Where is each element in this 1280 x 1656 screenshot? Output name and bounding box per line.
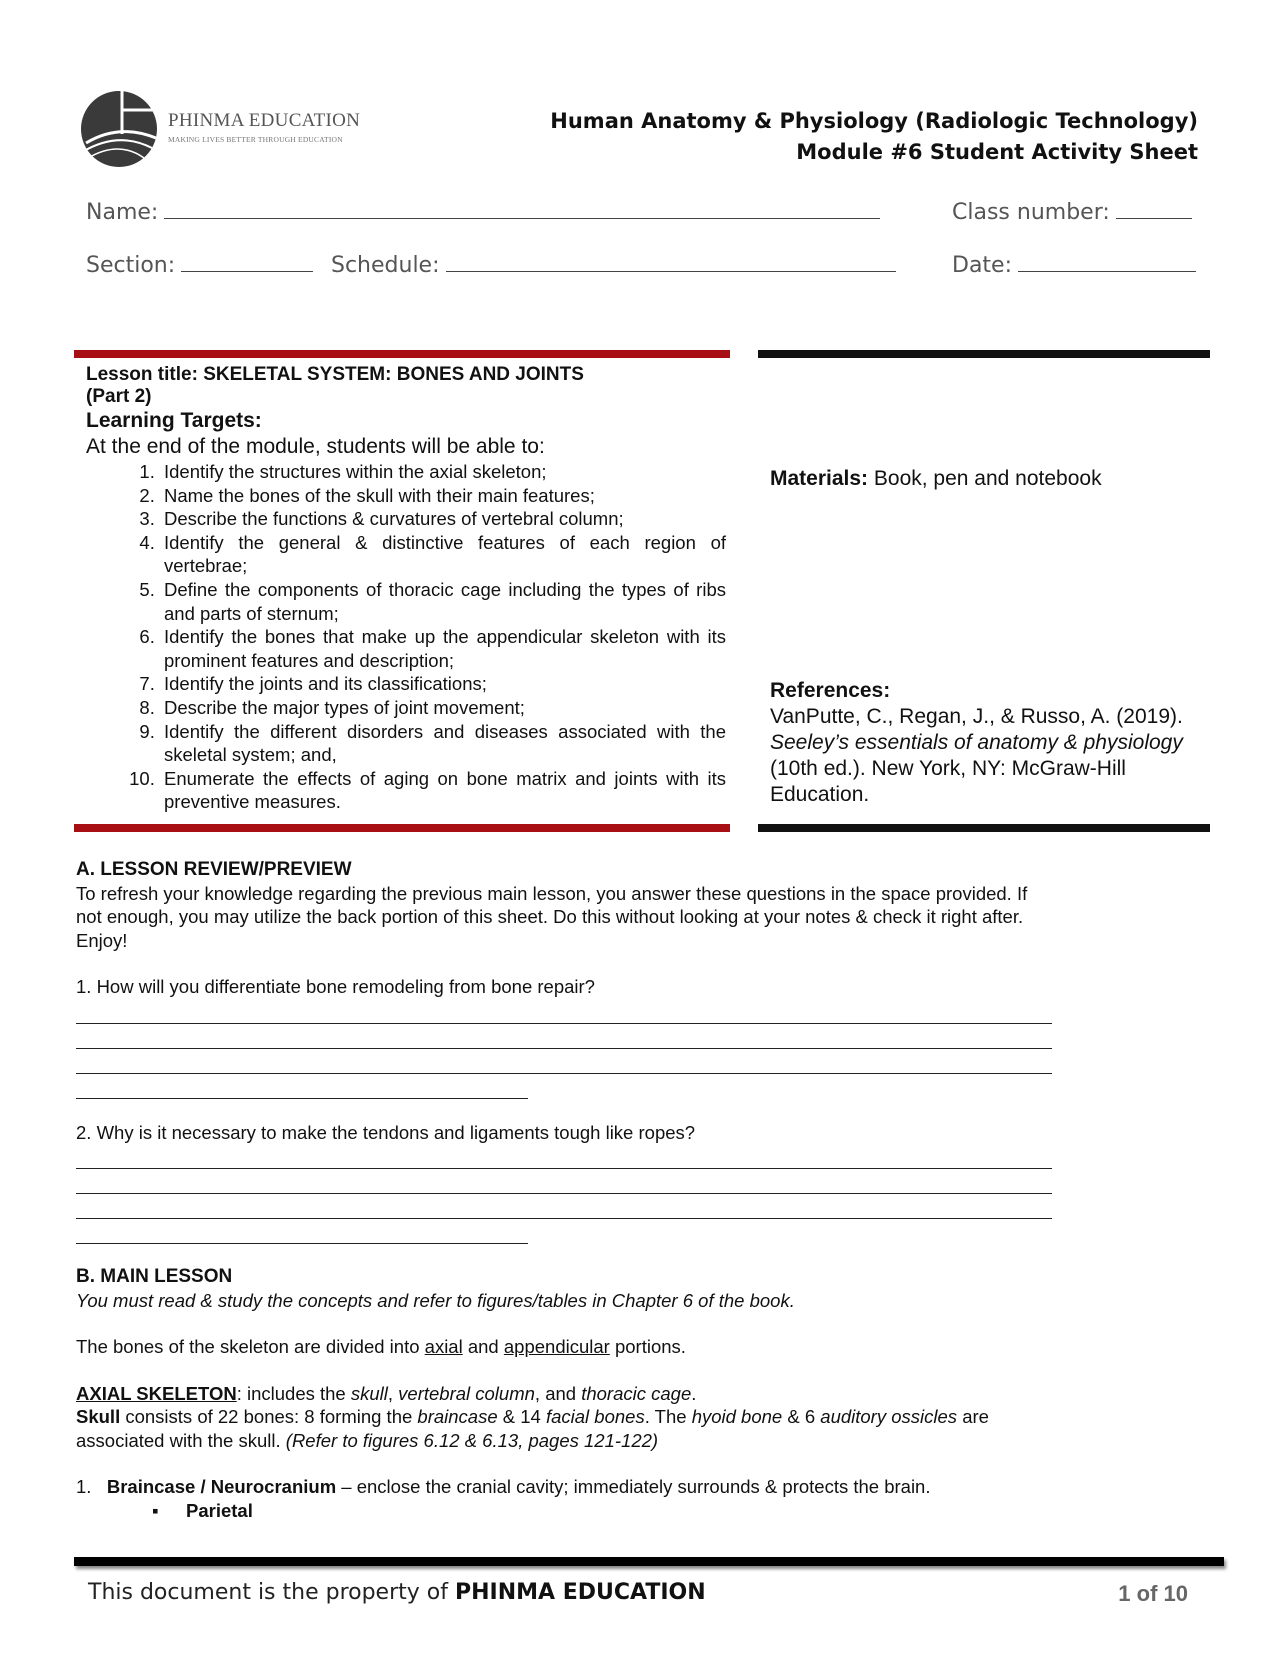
materials-value: Book, pen and notebook [873,467,1102,490]
text-span: & 6 [787,1406,816,1427]
materials [770,467,1102,491]
schedule-field [331,249,896,278]
answer-line[interactable] [76,1169,1052,1194]
list-item: 10. Enumerate the effects of aging on bone matrix and joints with its preventive measures. [160,767,726,814]
text-span: . The [644,1406,687,1427]
footer-brand: PHINMA EDUCATION [454,1580,706,1605]
braincase-term: braincase [417,1406,498,1427]
lesson-bottom-rule [74,824,730,832]
section-field [86,249,313,278]
section-b [76,1265,1052,1522]
list-item: 2. Name the bones of the skull with their main features; [160,484,726,508]
class-number-line[interactable] [1116,196,1192,219]
text-span: portions. [614,1336,686,1357]
learning-targets-heading: Learning Targets: [86,409,262,432]
vertebral-column-term: vertebral column [398,1382,535,1404]
text-span: The bones of the skeleton are divided into [76,1336,420,1357]
skull-paragraph [76,1405,1052,1452]
course-title: Human Anatomy & Physiology (Radiologic Technology) [550,109,1198,133]
bullet-icon: ▪ [152,1499,159,1521]
schedule-line[interactable] [446,249,896,272]
axial-skeleton-paragraph: AXIAL SKELETON: includes the skull, vertebral column, and thoracic cage. [76,1382,697,1404]
answer-line[interactable] [76,1074,528,1099]
phinma-globe-icon [78,88,160,170]
footer-rule [74,1557,1224,1566]
text-span: are associated with the skull. [76,1406,989,1451]
axial-term: axial [424,1336,463,1357]
answer-line[interactable] [76,1144,1052,1169]
facial-bones-term: facial bones [545,1406,645,1427]
logo-tagline: MAKING LIVES BETTER THROUGH EDUCATION [168,135,343,144]
section-a-instructions: To refresh your knowledge regarding the previous main lesson, you answer these questions in the space provided. If not enough, you may utilize the back portion of this sheet. Do this without looking at your notes & check it right after. Enjoy! [76,882,1028,951]
date-line[interactable] [1018,249,1196,272]
lesson-title-text: SKELETAL SYSTEM: BONES AND JOINTS [203,364,584,385]
references [770,678,1210,808]
section-a-heading: A. LESSON REVIEW/PREVIEW [76,859,352,880]
item-number: 1. [76,1476,92,1497]
materials-top-rule [758,350,1210,358]
section-label: Section: [86,253,176,278]
lesson-title-label: Lesson title: [86,364,198,385]
braincase-description: – enclose the cranial cavity; immediately surrounds & protects the brain. [341,1476,931,1497]
schedule-label: Schedule: [331,253,440,278]
footer-text: This document is the property of [88,1580,448,1605]
name-label: Name: [86,200,159,225]
list-item: 1. Identify the structures within the axial skeleton; [160,460,726,484]
lesson-top-rule [74,350,730,358]
lesson-title [86,364,726,386]
footer-property-note [88,1580,706,1605]
module-title: Module #6 Student Activity Sheet [796,140,1198,164]
section-b-heading: B. MAIN LESSON [76,1266,233,1287]
text-span: consists of 22 bones: 8 forming the [125,1406,413,1427]
list-item: 3. Describe the functions & curvatures of vertebral column; [160,507,726,531]
answer-line[interactable] [76,1024,1052,1049]
reference-book-title: Seeley’s essentials of anatomy & physiology [770,731,1183,754]
skeleton-division-paragraph [76,1335,1052,1359]
skull-label: Skull [76,1406,121,1427]
reference-authors: VanPutte, C., Regan, J., & Russo, A. (2019). [770,705,1183,728]
section-b-note: You must read & study the concepts and refer to figures/tables in Chapter 6 of the book. [76,1289,795,1311]
materials-label: Materials: [770,467,869,490]
thoracic-cage-term: thoracic cage [581,1382,692,1404]
list-item: 9. Identify the different disorders and diseases associated with the skeletal system; and, [160,720,726,767]
parietal-bullet [76,1499,1052,1523]
appendicular-term: appendicular [503,1336,610,1357]
name-line[interactable] [164,196,880,219]
name-field [86,196,880,225]
text-span: : includes the [236,1382,346,1404]
answer-line[interactable] [76,999,1052,1024]
page-number: 1 of 10 [1118,1581,1188,1606]
question-2: 2. Why is it necessary to make the tendons and ligaments tough like ropes? [76,1121,696,1143]
section-a [76,858,1052,1244]
phinma-logo [78,88,368,174]
date-field [952,249,1196,278]
list-item: 8. Describe the major types of joint movement; [160,696,726,720]
materials-bottom-rule [758,824,1210,832]
text-span: and [467,1336,499,1357]
logo-name: PHINMA EDUCATION [168,110,361,131]
skull-term: skull [350,1382,388,1404]
lesson-part: (Part 2) [86,386,152,407]
braincase-item [76,1475,1052,1499]
date-label: Date: [952,253,1012,278]
class-number-label: Class number: [952,200,1110,225]
list-item: 6. Identify the bones that make up the appendicular skeleton with its prominent features and description; [160,625,726,672]
reference-entry [770,704,1210,808]
text-span: , and [534,1382,577,1404]
list-item: 7. Identify the joints and its classifications; [160,672,726,696]
question-1: 1. How will you differentiate bone remodeling from bone repair? [76,976,595,997]
text-span: & 14 [502,1406,541,1427]
list-item: 5. Define the components of thoracic cage including the types of ribs and parts of sternum; [160,578,726,625]
lesson-panel [86,364,726,814]
learning-targets-intro: At the end of the module, students will be able to: [86,435,545,458]
list-item: 4. Identify the general & distinctive features of each region of vertebrae; [160,531,726,578]
answer-line[interactable] [76,1219,528,1244]
figure-reference: (Refer to figures 6.12 & 6.13, pages 121-122) [285,1429,659,1451]
reference-publisher: (10th ed.). New York, NY: McGraw-Hill Education. [770,757,1126,806]
learning-targets-list [86,460,726,814]
braincase-label: Braincase / Neurocranium [106,1476,337,1497]
auditory-ossicles-term: auditory ossicles [820,1406,958,1427]
section-line[interactable] [181,249,313,272]
answer-line[interactable] [76,1194,1052,1219]
document-header [550,106,1198,168]
hyoid-bone-term: hyoid bone [691,1406,783,1427]
parietal-label: Parietal [186,1499,253,1521]
class-number-field [952,196,1192,225]
axial-skeleton-label: AXIAL SKELETON [76,1382,237,1404]
references-label: References: [770,679,891,702]
answer-line[interactable] [76,1049,1052,1074]
